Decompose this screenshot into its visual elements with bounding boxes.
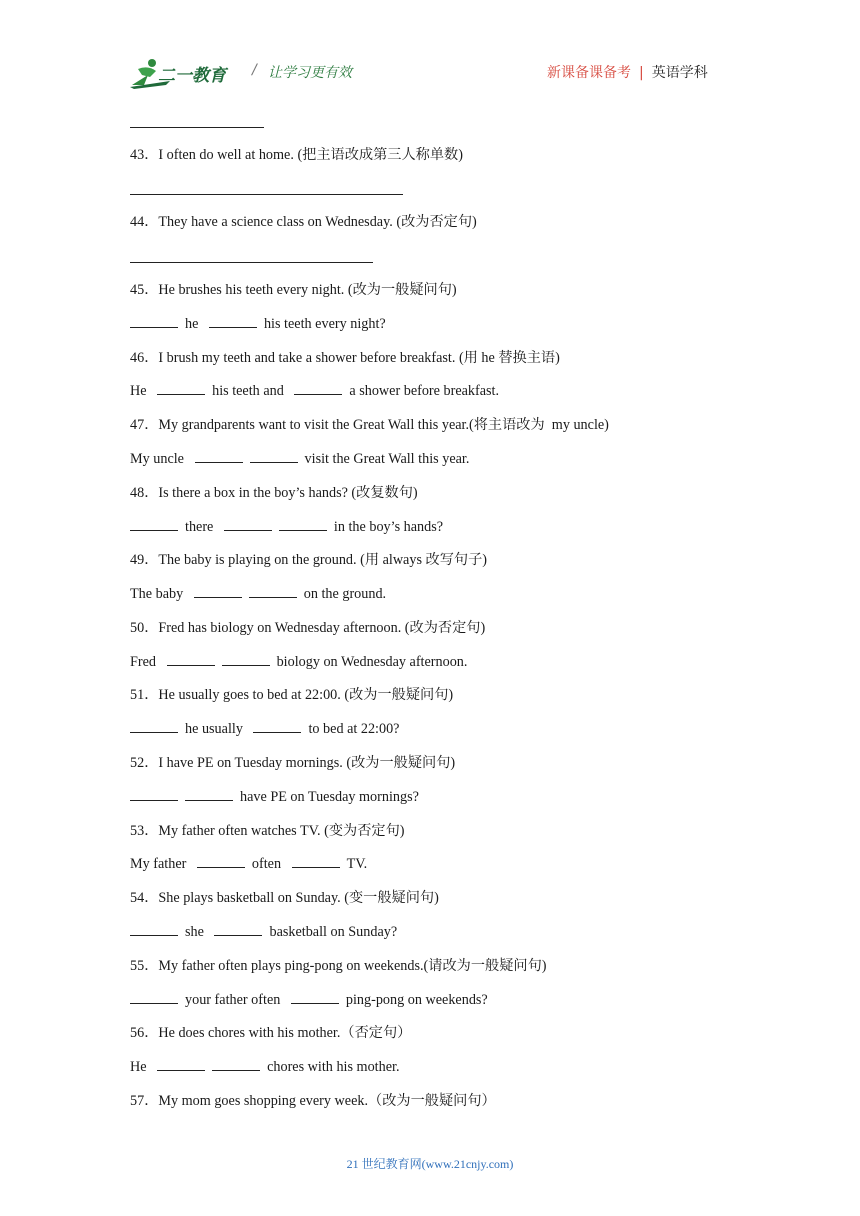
question-43: 43．I often do well at home. (把主语改成第三人称单数) [130, 147, 463, 163]
answer-55: your father often ping-pong on weekends? [130, 991, 488, 1009]
blank [194, 585, 242, 598]
blank [157, 382, 205, 395]
blank [197, 855, 245, 868]
answer-line [130, 194, 403, 195]
blank [185, 788, 233, 801]
header-course: 新课备课备考 [547, 65, 631, 81]
blank [279, 518, 327, 531]
header-divider: | [639, 65, 644, 81]
question-44: 44．They have a science class on Wednesday. (改为否定句) [130, 214, 477, 230]
brand-name: 二一教育 [158, 66, 226, 86]
slogan-separator: / [252, 62, 257, 78]
answer-line [130, 262, 373, 263]
answer-52: have PE on Tuesday mornings? [130, 788, 419, 806]
blank [222, 653, 270, 666]
answer-56: He chores with his mother. [130, 1059, 400, 1075]
page-header [0, 0, 860, 100]
answer-50: Fred biology on Wednesday afternoon. [130, 654, 468, 670]
question-55: 55．My father often plays ping-pong on weekends.(请改为一般疑问句) [130, 958, 547, 974]
blank [195, 450, 243, 463]
question-49: 49．The baby is playing on the ground. (用 always 改写句子) [130, 552, 487, 568]
blank [130, 923, 178, 936]
answer-54: she basketball on Sunday? [130, 923, 397, 941]
answer-53: My father often TV. [130, 856, 368, 872]
blank [212, 1058, 260, 1071]
question-57: 57．My mom goes shopping every week.（改为一般疑问句） [130, 1093, 496, 1109]
header-subject [547, 62, 708, 82]
question-50: 50．Fred has biology on Wednesday afternoon. (改为否定句) [130, 620, 486, 636]
answer-49: The baby on the ground. [130, 586, 387, 602]
brand-logo [130, 55, 242, 91]
question-47: 47．My grandparents want to visit the Great Wall this year.(将主语改为 my uncle) [130, 417, 609, 433]
answer-46: He his teeth and a shower before breakfast. [130, 383, 500, 399]
blank [130, 518, 178, 531]
question-48: 48．Is there a box in the boy’s hands? (改复数句) [130, 485, 418, 501]
question-51: 51．He usually goes to bed at 22:00. (改为一般疑问句) [130, 687, 454, 703]
blank [249, 585, 297, 598]
blank [130, 720, 178, 733]
blank [224, 518, 272, 531]
header-subject-name: 英语学科 [651, 65, 708, 81]
answer-48: there in the boy’s hands? [130, 518, 443, 536]
question-52: 52．I have PE on Tuesday mornings. (改为一般疑问句) [130, 755, 456, 771]
question-53: 53．My father often watches TV. (变为否定句) [130, 823, 405, 839]
page-footer: 21 世纪教育网(www.21cnjy.com) [346, 1157, 514, 1171]
question-56: 56．He does chores with his mother.（否定句） [130, 1025, 412, 1041]
blank [250, 450, 298, 463]
question-54: 54．She plays basketball on Sunday. (变一般疑问句) [130, 890, 439, 906]
blank [130, 991, 178, 1004]
blank [167, 653, 215, 666]
blank [157, 1058, 205, 1071]
slogan: 让学习更有效 [268, 65, 352, 81]
answer-47: My uncle visit the Great Wall this year. [130, 451, 470, 467]
question-45: 45．He brushes his teeth every night. (改为一般疑问句) [130, 282, 457, 298]
answer-51: he usually to bed at 22:00? [130, 720, 399, 738]
blank [253, 720, 301, 733]
blank [209, 315, 257, 328]
blank [292, 855, 340, 868]
blank [214, 923, 262, 936]
blank [291, 991, 339, 1004]
blank [130, 315, 178, 328]
answer-line [130, 127, 264, 128]
answer-45: he his teeth every night? [130, 315, 386, 333]
question-46: 46．I brush my teeth and take a shower before breakfast. (用 he 替换主语) [130, 350, 560, 366]
blank [294, 382, 342, 395]
blank [130, 788, 178, 801]
